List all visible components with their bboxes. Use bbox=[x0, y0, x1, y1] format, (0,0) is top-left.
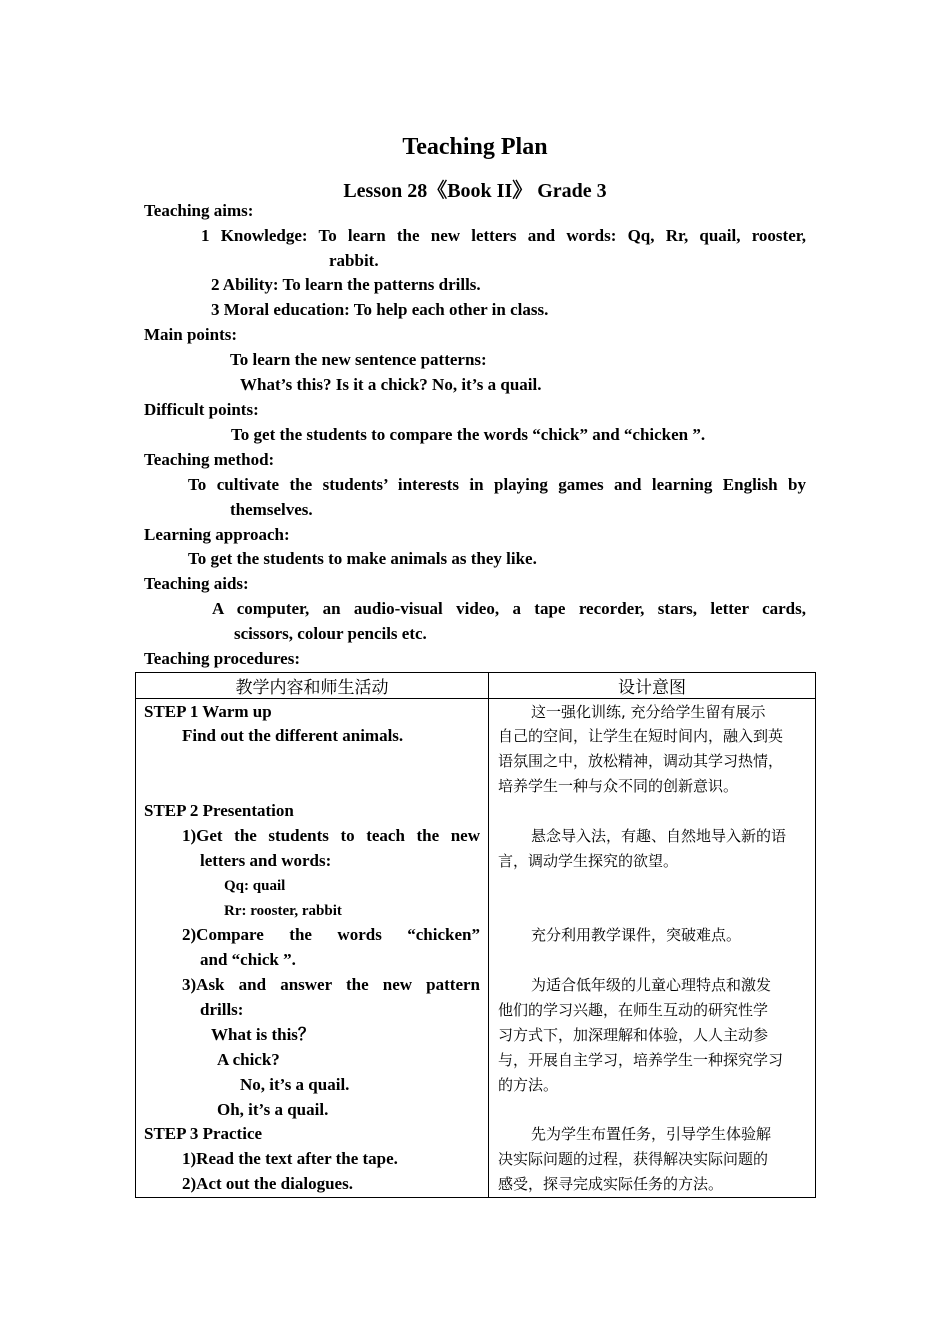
intent-4-line2: 他们的学习兴趣，在师生互动的研究性学 bbox=[498, 1001, 769, 1019]
aims-knowledge-line2: rabbit. bbox=[329, 251, 379, 270]
step1-item: Find out the different animals. bbox=[182, 726, 404, 745]
intent-4-line3: 习方式下，加深理解和体验，人人主动参 bbox=[498, 1026, 769, 1044]
dialogue-line1: What is this？ bbox=[211, 1025, 315, 1044]
approach-line1: To get the students to make animals as they like. bbox=[188, 549, 537, 568]
page-title: Teaching Plan bbox=[402, 134, 548, 160]
intent-3-line1: 充分利用教学课件，突破难点。 bbox=[531, 926, 742, 944]
step3-title: STEP 3 Practice bbox=[144, 1124, 263, 1143]
method-line1: To cultivate the students’ interests in playing games and learning English by bbox=[188, 475, 806, 494]
step3-item2: 2)Act out the dialogues. bbox=[182, 1174, 353, 1193]
intent-4-line4: 与，开展自主学习，培养学生一种探究学习 bbox=[498, 1051, 784, 1069]
method-line2: themselves. bbox=[230, 500, 313, 519]
main-points-line2: What’s this? Is it a chick? No, it’s a quail. bbox=[240, 375, 542, 394]
intent-4-line1: 为适合低年级的儿童心理特点和激发 bbox=[531, 976, 772, 994]
aims-knowledge-line1: 1 Knowledge: To learn the new letters and words: Qq, Rr, quail, rooster, bbox=[201, 226, 806, 245]
procedures-heading: Teaching procedures: bbox=[144, 649, 301, 668]
step2-item3-line2: drills: bbox=[200, 1000, 244, 1019]
intent-5-line1: 先为学生布置任务，引导学生体验解 bbox=[531, 1125, 772, 1143]
difficult-points-heading: Difficult points: bbox=[144, 400, 259, 419]
column-header-activities: 教学内容和师生活动 bbox=[136, 673, 489, 699]
intent-5-line3: 感受，探寻完成实际任务的方法。 bbox=[498, 1175, 724, 1193]
column-header-intent: 设计意图 bbox=[489, 673, 816, 699]
intent-4-line5: 的方法。 bbox=[498, 1076, 559, 1094]
intent-1-line3: 语氛围之中，放松精神，调动其学习热情， bbox=[498, 752, 784, 770]
aims-moral: 3 Moral education: To help each other in class. bbox=[211, 300, 549, 319]
dialogue-line4: Oh, it’s a quail. bbox=[217, 1100, 329, 1119]
activities-cell bbox=[136, 699, 489, 1198]
step2-item3-line1: 3)Ask and answer the new pattern bbox=[182, 975, 480, 994]
method-heading: Teaching method: bbox=[144, 450, 275, 469]
dialogue-line2: A chick? bbox=[217, 1050, 280, 1069]
page-subtitle: Lesson 28《Book II》 Grade 3 bbox=[343, 180, 607, 202]
intent-1-line2: 自己的空间，让学生在短时间内，融入到英 bbox=[498, 727, 784, 745]
procedures-table bbox=[135, 672, 816, 1198]
step2-item1-line2: letters and words: bbox=[200, 851, 332, 870]
aids-line1: A computer, an audio-visual video, a tape recorder, stars, letter cards, bbox=[212, 599, 806, 618]
table-row bbox=[136, 699, 816, 1198]
table-header-row bbox=[136, 673, 816, 699]
intent-2-line1: 悬念导入法，有趣、自然地导入新的语 bbox=[531, 827, 787, 845]
main-points-heading: Main points: bbox=[144, 325, 238, 344]
aims-heading: Teaching aims: bbox=[144, 201, 254, 220]
step2-title: STEP 2 Presentation bbox=[144, 801, 294, 820]
intent-1-line4: 培养学生一种与众不同的创新意识。 bbox=[498, 777, 739, 795]
step2-item1-qq: Qq: quail bbox=[224, 878, 286, 894]
main-points-line1: To learn the new sentence patterns: bbox=[230, 350, 487, 369]
dialogue-line3: No, it’s a quail. bbox=[240, 1075, 350, 1094]
intent-1-line1: 这一强化训练, 充分给学生留有展示 bbox=[531, 703, 766, 721]
intent-5-line2: 决实际问题的过程，获得解决实际问题的 bbox=[498, 1150, 769, 1168]
aids-line2: scissors, colour pencils etc. bbox=[234, 624, 427, 643]
approach-heading: Learning approach: bbox=[144, 525, 290, 544]
step3-item1: 1)Read the text after the tape. bbox=[182, 1149, 398, 1168]
aims-ability: 2 Ability: To learn the patterns drills. bbox=[211, 275, 481, 294]
step1-title: STEP 1 Warm up bbox=[144, 702, 272, 721]
step2-item1-rr: Rr: rooster, rabbit bbox=[224, 903, 342, 919]
difficult-points-line1: To get the students to compare the words “chick” and “chicken ”. bbox=[231, 425, 706, 444]
intent-2-line2: 言，调动学生探究的欲望。 bbox=[498, 852, 679, 870]
step2-item1-line1: 1)Get the students to teach the new bbox=[182, 826, 480, 845]
intent-cell bbox=[489, 699, 816, 1198]
aids-heading: Teaching aids: bbox=[144, 574, 249, 593]
step2-item2-line2: and “chick ”. bbox=[200, 950, 296, 969]
step2-item2-line1: 2)Compare the words “chicken” bbox=[182, 925, 480, 944]
